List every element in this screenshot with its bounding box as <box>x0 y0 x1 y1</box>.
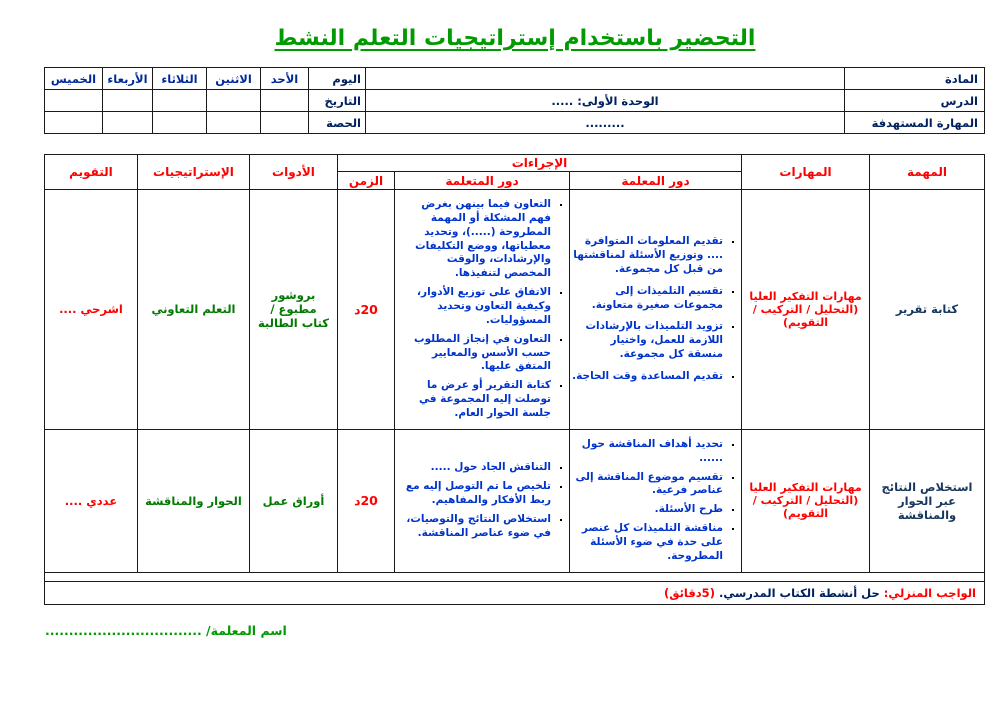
empty-cell <box>45 112 103 134</box>
teacher-name-line: اسم المعلمة/ ................................. <box>45 622 287 638</box>
header-teacher-role: دور المعلمة <box>570 172 742 190</box>
role-list-item: ▪ طرح الأسئلة. <box>572 503 723 517</box>
role-list-item: ▪ تزويد التلميذات بالإرشادات اللازمة للعمل، واختيار منسقة كل مجموعة. <box>572 320 723 362</box>
role-list-item: ▪ استخلاص النتائج والتوصيات، في ضوء عناصر المناقشة. <box>397 513 551 541</box>
strategy-cell: الحوار والمناقشة <box>137 429 249 572</box>
info-table <box>44 67 985 134</box>
time-cell: 20د <box>337 429 394 572</box>
homework-cell <box>44 581 984 604</box>
day-header-sunday: الأحد <box>261 68 309 90</box>
role-list-item: ▪ تقسيم موضوع المناقشة إلى عناصر فرعية. <box>572 471 723 499</box>
teacher-role-list <box>572 438 736 564</box>
teacher-role-list <box>572 235 736 384</box>
evaluation-cell: اشرحي .... <box>44 190 137 430</box>
empty-cell <box>207 90 261 112</box>
header-skills: المهارات <box>742 155 870 190</box>
teacher-role-cell <box>570 190 742 430</box>
role-list-item: ▪ تلخيص ما تم التوصل إليه مع ربط الأفكار والمفاهيم. <box>397 480 551 508</box>
header-time: الزمن <box>337 172 394 190</box>
subject-value-cell <box>366 68 845 90</box>
empty-cell <box>103 90 153 112</box>
header-task: المهمة <box>870 155 985 190</box>
role-list-item: ▪ التعاون في إنجاز المطلوب حسب الأسس والمعايير المتفق عليها. <box>397 333 551 375</box>
homework-row <box>44 581 984 604</box>
empty-cell <box>44 572 984 581</box>
header-row-top <box>44 155 984 172</box>
role-list-item: ▪ التعاون فيما بينهن بغرض فهم المشكلة أو المهمة المطروحة (.....)، وتحديد معطياتها، ووضع التكليفات والإرشادات، والوقت المخصص لتنفيذها. <box>397 198 551 281</box>
header-tools: الأدوات <box>249 155 337 190</box>
target-skill-value: ......... <box>366 112 845 134</box>
role-list-item: ▪ تقديم المساعدة وقت الحاجة. <box>572 370 723 384</box>
time-cell: 20د <box>337 190 394 430</box>
task-cell: استخلاص النتائج عبر الحوار والمناقشة <box>870 429 985 572</box>
role-list-item: ▪ تحديد أهداف المناقشة حول ...... <box>572 438 723 466</box>
table-row <box>44 190 984 430</box>
header-strategies: الإستراتيجيات <box>137 155 249 190</box>
table-row <box>44 429 984 572</box>
page-title: التحضير باستخدام إستراتيجيات التعلم النشط <box>274 26 756 51</box>
info-row-lesson <box>45 90 985 112</box>
empty-cell <box>45 90 103 112</box>
empty-cell <box>261 90 309 112</box>
tools-cell: بروشور مطبوع / كتاب الطالبة <box>249 190 337 430</box>
role-list-item: ▪ مناقشة التلميذات كل عنصر على حدة في ضوء الأسئلة المطروحة. <box>572 522 723 564</box>
skills-cell: مهارات التفكير العليا (التحليل / التركيب / التقويم) <box>742 429 870 572</box>
document-sheet <box>45 26 985 638</box>
role-list-item: ▪ تقديم المعلومات المتوافرة .... وتوزيع الأسئلة لمناقشتها من قبل كل مجموعة. <box>572 235 723 277</box>
day-header-monday: الاثنين <box>207 68 261 90</box>
task-cell: كتابة تقرير <box>870 190 985 430</box>
info-row-skill <box>45 112 985 134</box>
header-procedures: الإجراءات <box>337 155 741 172</box>
strategy-cell: التعلم التعاوني <box>137 190 249 430</box>
day-header-wednesday: الأربعاء <box>103 68 153 90</box>
homework-text: حل أنشطة الكتاب المدرسي. <box>718 585 880 600</box>
lesson-plan-table <box>44 154 985 605</box>
role-list-item: ▪ كتابة التقرير أو عرض ما توصلت إليه المجموعة في جلسة الحوار العام. <box>397 379 551 421</box>
date-label: التاريخ <box>309 90 366 112</box>
spacer-row <box>44 572 984 581</box>
lesson-label: الدرس <box>845 90 985 112</box>
learner-role-cell <box>395 429 570 572</box>
info-row-subject <box>45 68 985 90</box>
role-list-item: ▪ تقسيم التلميذات إلى مجموعات صغيرة متعاونة. <box>572 285 723 313</box>
target-skill-label: المهارة المستهدفة <box>845 112 985 134</box>
homework-duration: (5دقائق) <box>663 585 715 600</box>
header-learner-role: دور المتعلمة <box>395 172 570 190</box>
subject-label: المادة <box>845 68 985 90</box>
role-list-item: ▪ التناقش الجاد حول ..... <box>397 461 551 475</box>
homework-label: الواجب المنزلي: <box>883 585 976 600</box>
role-list-item: ▪ الاتفاق على توزيع الأدوار، وكيفية التعاون وتحديد المسؤوليات. <box>397 286 551 328</box>
header-evaluation: التقويم <box>44 155 137 190</box>
empty-cell <box>207 112 261 134</box>
learner-role-list <box>397 198 564 421</box>
empty-cell <box>153 112 207 134</box>
empty-cell <box>261 112 309 134</box>
period-label: الحصة <box>309 112 366 134</box>
skills-cell: مهارات التفكير العليا (التحليل / التركيب / التقويم) <box>742 190 870 430</box>
evaluation-cell: عددي .... <box>44 429 137 572</box>
unit-value: الوحدة الأولى: ..... <box>366 90 845 112</box>
teacher-role-cell <box>570 429 742 572</box>
empty-cell <box>103 112 153 134</box>
empty-cell <box>153 90 207 112</box>
learner-role-cell <box>395 190 570 430</box>
day-header-tuesday: الثلاثاء <box>153 68 207 90</box>
day-label: اليوم <box>309 68 366 90</box>
day-header-thursday: الخميس <box>45 68 103 90</box>
learner-role-list <box>397 461 564 540</box>
tools-cell: أوراق عمل <box>249 429 337 572</box>
